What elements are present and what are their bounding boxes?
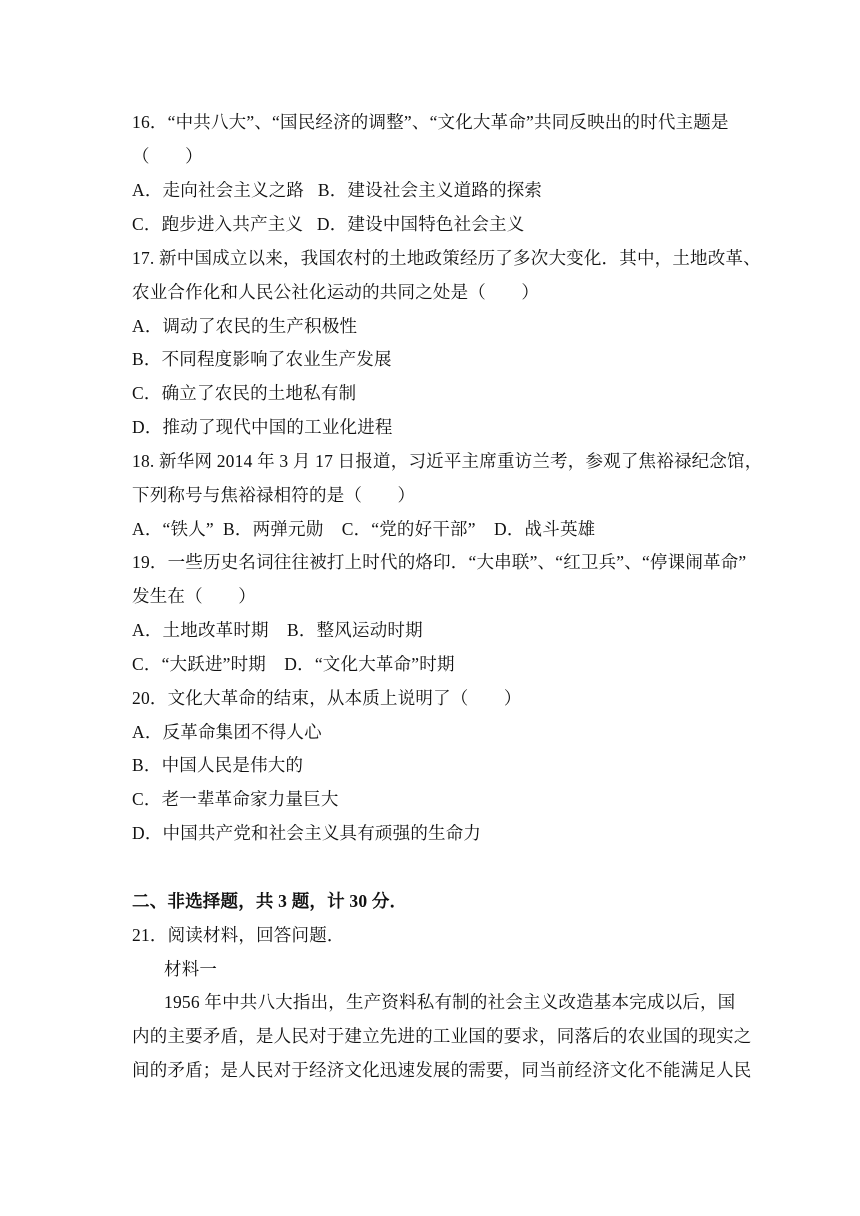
q17-stem-line1: 17. 新中国成立以来，我国农村的土地政策经历了多次大变化．其中，土地改革、 — [132, 248, 761, 268]
q19-stem-line2: 发生在（ ） — [132, 586, 256, 606]
q17-option-b: B．不同程度影响了农业生产发展 — [132, 349, 392, 369]
q21-material-line3: 间的矛盾；是人民对于经济文化迅速发展的需要，同当前经济文化不能满足人民 — [132, 1060, 752, 1080]
q18-options-line1: A．“铁人” B．两弹元勋 C．“党的好干部” D．战斗英雄 — [132, 519, 596, 539]
section2-heading: 二、非选择题，共 3 题，计 30 分． — [132, 891, 408, 911]
q19-options-line2: C．“大跃进”时期 D．“文化大革命”时期 — [132, 654, 455, 674]
q20-option-c: C．老一辈革命家力量巨大 — [132, 789, 339, 809]
q17-option-d: D．推动了现代中国的工业化进程 — [132, 417, 393, 437]
q17-option-a: A．调动了农民的生产积极性 — [132, 316, 358, 336]
q16-options-line2: C．跑步进入共产主义 D．建设中国特色社会主义 — [132, 214, 525, 234]
q19-stem-line1: 19．一些历史名词往往被打上时代的烙印．“大串联”、“红卫兵”、“停课闹革命” — [132, 552, 747, 572]
q20-option-b: B．中国人民是伟大的 — [132, 755, 304, 775]
q20-option-a: A．反革命集团不得人心 — [132, 722, 322, 742]
q20-stem-line1: 20．文化大革命的结束，从本质上说明了（ ） — [132, 688, 522, 708]
q21-stem: 21．阅读材料，回答问题． — [132, 925, 345, 945]
q17-stem-line2: 农业合作化和人民公社化运动的共同之处是（ ） — [132, 282, 540, 302]
q17-option-c: C．确立了农民的土地私有制 — [132, 383, 357, 403]
q20-option-d: D．中国共产党和社会主义具有顽强的生命力 — [132, 823, 482, 843]
q21-material-line1: 1956 年中共八大指出，生产资料私有制的社会主义改造基本完成以后，国 — [164, 992, 736, 1012]
q18-stem-line2: 下列称号与焦裕禄相符的是（ ） — [132, 485, 416, 505]
q21-material-label: 材料一 — [164, 959, 218, 979]
q19-options-line1: A．土地改革时期 B．整风运动时期 — [132, 620, 423, 640]
q16-stem-line2: （ ） — [132, 146, 203, 166]
q21-material-line2: 内的主要矛盾，是人民对于建立先进的工业国的要求，同落后的农业国的现实之 — [132, 1026, 752, 1046]
q16-stem-line1: 16．“中共八大”、“国民经济的调整”、“文化大革命”共同反映出的时代主题是 — [132, 112, 729, 132]
q18-stem-line1: 18. 新华网 2014 年 3 月 17 日报道，习近平主席重访兰考，参观了焦裕禄纪念馆， — [132, 451, 763, 471]
q16-options-line1: A．走向社会主义之路 B．建设社会主义道路的探索 — [132, 180, 543, 200]
